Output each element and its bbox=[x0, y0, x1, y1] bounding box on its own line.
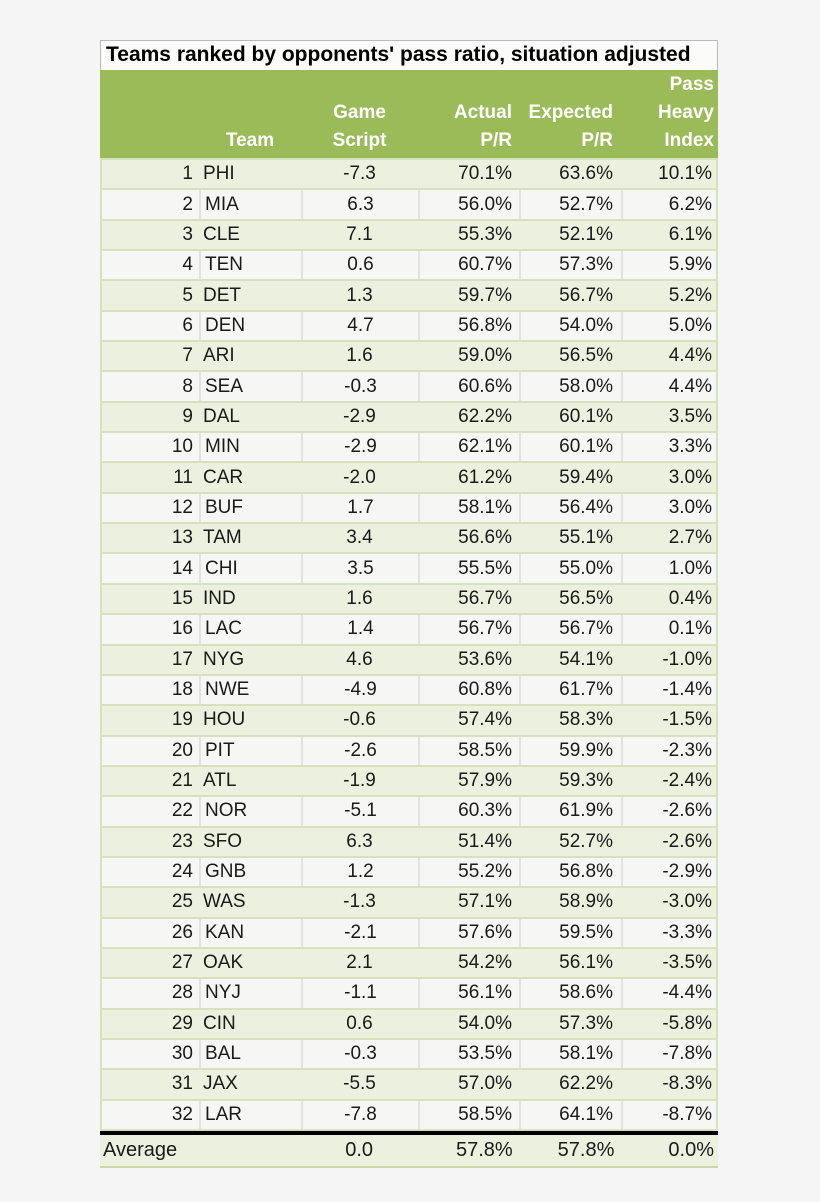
actual-pr-cell: 61.2% bbox=[458, 466, 512, 488]
expected-pr-cell: 58.0% bbox=[519, 372, 621, 400]
rank-cell: 25 bbox=[171, 891, 193, 913]
rank-cell: 3 bbox=[182, 223, 193, 245]
header-expected-pr-column bbox=[519, 70, 621, 158]
team-cell: ATL bbox=[203, 770, 237, 792]
table-row bbox=[102, 312, 716, 342]
header-index-line1: Pass bbox=[669, 74, 714, 95]
expected-pr-cell: 54.1% bbox=[559, 648, 613, 670]
table-row bbox=[102, 585, 716, 615]
rank-cell: 13 bbox=[171, 527, 193, 549]
actual-pr-cell: 56.1% bbox=[418, 979, 519, 1007]
game-script-cell: -2.1 bbox=[301, 919, 418, 947]
expected-pr-cell: 57.3% bbox=[559, 1012, 613, 1034]
game-script-cell: -1.9 bbox=[343, 770, 376, 792]
index-cell: -3.0% bbox=[662, 891, 712, 913]
rank-cell: 16 bbox=[171, 618, 193, 640]
expected-pr-cell: 64.1% bbox=[519, 1101, 621, 1129]
team-cell: DAL bbox=[203, 405, 240, 427]
index-cell: -2.6% bbox=[621, 797, 716, 825]
game-script-cell: -7.8 bbox=[301, 1101, 418, 1129]
game-script-cell: -5.1 bbox=[301, 797, 418, 825]
team-cell: OAK bbox=[203, 952, 244, 974]
table-row bbox=[102, 1040, 716, 1070]
game-script-cell: 0.6 bbox=[346, 1012, 373, 1034]
rank-cell: 10 bbox=[171, 436, 193, 458]
expected-pr-cell: 52.1% bbox=[559, 223, 613, 245]
header-game-script-column bbox=[301, 70, 418, 158]
team-cell: IND bbox=[203, 587, 236, 609]
actual-pr-cell: 62.1% bbox=[418, 433, 519, 461]
average-expected-pr: 57.8% bbox=[557, 1139, 615, 1161]
game-script-cell: 1.3 bbox=[346, 284, 373, 306]
table-row bbox=[102, 828, 716, 858]
game-script-cell: 3.4 bbox=[346, 527, 373, 549]
index-cell: 10.1% bbox=[658, 163, 712, 185]
table-row bbox=[102, 251, 716, 281]
game-script-cell: -4.9 bbox=[301, 676, 418, 704]
team-cell: HOU bbox=[203, 709, 246, 731]
actual-pr-cell: 55.2% bbox=[418, 858, 519, 886]
expected-pr-cell: 56.7% bbox=[559, 284, 613, 306]
rank-cell: 22 bbox=[171, 800, 193, 822]
actual-pr-cell: 58.5% bbox=[418, 737, 519, 765]
table-row bbox=[102, 372, 716, 402]
game-script-cell: 6.3 bbox=[346, 830, 373, 852]
table-row bbox=[102, 646, 716, 676]
expected-pr-cell: 60.1% bbox=[519, 433, 621, 461]
index-cell: -1.4% bbox=[621, 676, 716, 704]
actual-pr-cell: 54.0% bbox=[458, 1012, 512, 1034]
table-row bbox=[102, 524, 716, 554]
team-cell: PIT bbox=[199, 737, 301, 765]
team-cell: ARI bbox=[203, 345, 235, 367]
team-cell: SEA bbox=[199, 372, 301, 400]
team-cell: LAR bbox=[199, 1101, 301, 1129]
game-script-cell: 6.3 bbox=[301, 190, 418, 218]
index-cell: -3.3% bbox=[621, 919, 716, 947]
expected-pr-cell: 54.0% bbox=[519, 312, 621, 340]
expected-pr-cell: 59.4% bbox=[559, 466, 613, 488]
table-row bbox=[102, 1010, 716, 1040]
index-cell: 3.3% bbox=[621, 433, 716, 461]
expected-pr-cell: 57.3% bbox=[519, 251, 621, 279]
game-script-cell: -0.3 bbox=[301, 1040, 418, 1068]
game-script-cell: 2.1 bbox=[346, 952, 373, 974]
table-rows bbox=[100, 160, 718, 1131]
actual-pr-cell: 54.2% bbox=[458, 952, 512, 974]
expected-pr-cell: 58.6% bbox=[519, 979, 621, 1007]
expected-pr-cell: 52.7% bbox=[519, 190, 621, 218]
table-row bbox=[102, 858, 716, 888]
header-index-line3: Index bbox=[664, 130, 714, 151]
team-cell: KAN bbox=[199, 919, 301, 947]
game-script-cell: 4.7 bbox=[301, 312, 418, 340]
table-row bbox=[102, 221, 716, 251]
table-row bbox=[102, 342, 716, 372]
expected-pr-cell: 63.6% bbox=[559, 163, 613, 185]
game-script-cell: 4.6 bbox=[346, 648, 373, 670]
expected-pr-cell: 61.7% bbox=[519, 676, 621, 704]
table-row bbox=[102, 706, 716, 736]
rank-cell: 24 bbox=[171, 861, 193, 883]
index-cell: -2.9% bbox=[621, 858, 716, 886]
index-cell: -7.8% bbox=[621, 1040, 716, 1068]
rank-cell: 2 bbox=[182, 193, 193, 215]
table-row bbox=[102, 433, 716, 463]
index-cell: 4.4% bbox=[668, 345, 712, 367]
index-cell: -3.5% bbox=[662, 952, 712, 974]
index-cell: -1.5% bbox=[662, 709, 712, 731]
table-row bbox=[102, 919, 716, 949]
index-cell: 0.1% bbox=[621, 615, 716, 643]
team-cell: SFO bbox=[203, 830, 243, 852]
rank-cell: 5 bbox=[182, 284, 193, 306]
index-cell: 3.0% bbox=[668, 466, 712, 488]
actual-pr-cell: 59.7% bbox=[458, 284, 512, 306]
game-script-cell: 1.7 bbox=[301, 494, 418, 522]
team-cell: NYG bbox=[203, 648, 245, 670]
actual-pr-cell: 56.6% bbox=[458, 527, 512, 549]
table-row bbox=[102, 888, 716, 918]
team-cell: MIN bbox=[199, 433, 301, 461]
team-cell: DET bbox=[203, 284, 241, 306]
actual-pr-cell: 55.3% bbox=[458, 223, 512, 245]
index-cell: 5.2% bbox=[668, 284, 712, 306]
actual-pr-cell: 60.7% bbox=[418, 251, 519, 279]
index-cell: -2.3% bbox=[621, 737, 716, 765]
expected-pr-cell: 60.1% bbox=[559, 405, 613, 427]
game-script-cell: -0.6 bbox=[343, 709, 376, 731]
table-title: Teams ranked by opponents' pass ratio, situation adjusted bbox=[100, 40, 718, 70]
table-row bbox=[102, 160, 716, 190]
expected-pr-cell: 58.9% bbox=[559, 891, 613, 913]
game-script-cell: -7.3 bbox=[343, 163, 376, 185]
index-cell: 5.9% bbox=[621, 251, 716, 279]
team-cell: CAR bbox=[203, 466, 244, 488]
header-actual-pr-column bbox=[418, 70, 519, 158]
actual-pr-cell: 60.6% bbox=[418, 372, 519, 400]
table-row bbox=[102, 615, 716, 645]
expected-pr-cell: 56.7% bbox=[519, 615, 621, 643]
team-cell: DEN bbox=[199, 312, 301, 340]
index-cell: 0.4% bbox=[668, 587, 712, 609]
game-script-cell: 1.2 bbox=[301, 858, 418, 886]
rank-cell: 17 bbox=[171, 648, 193, 670]
index-cell: -2.4% bbox=[662, 770, 712, 792]
rank-cell: 31 bbox=[171, 1073, 193, 1095]
team-cell: PHI bbox=[203, 163, 235, 185]
team-cell: NYJ bbox=[199, 979, 301, 1007]
rank-cell: 28 bbox=[171, 982, 193, 1004]
expected-pr-cell: 61.9% bbox=[519, 797, 621, 825]
table-row bbox=[102, 281, 716, 311]
rank-cell: 1 bbox=[182, 163, 193, 185]
rank-cell: 21 bbox=[171, 770, 193, 792]
table-row bbox=[102, 463, 716, 493]
average-game-script: 0.0 bbox=[345, 1139, 374, 1161]
header-rank-column bbox=[100, 70, 199, 158]
game-script-cell: -2.6 bbox=[301, 737, 418, 765]
index-cell: 6.1% bbox=[668, 223, 712, 245]
expected-pr-cell: 59.3% bbox=[559, 770, 613, 792]
table-row bbox=[102, 767, 716, 797]
actual-pr-cell: 56.7% bbox=[418, 615, 519, 643]
actual-pr-cell: 59.0% bbox=[458, 345, 512, 367]
index-cell: -5.8% bbox=[662, 1012, 712, 1034]
rank-cell: 4 bbox=[182, 254, 193, 276]
header-pass-heavy-index-column bbox=[621, 70, 718, 158]
index-cell: -1.0% bbox=[662, 648, 712, 670]
actual-pr-cell: 53.5% bbox=[418, 1040, 519, 1068]
table-row bbox=[102, 676, 716, 706]
table-row bbox=[102, 797, 716, 827]
actual-pr-cell: 55.5% bbox=[418, 554, 519, 582]
rank-cell: 30 bbox=[171, 1043, 193, 1065]
rank-cell: 29 bbox=[171, 1012, 193, 1034]
game-script-cell: 1.4 bbox=[301, 615, 418, 643]
table-row bbox=[102, 1101, 716, 1131]
table-row bbox=[102, 494, 716, 524]
rank-cell: 23 bbox=[171, 830, 193, 852]
actual-pr-cell: 57.6% bbox=[418, 919, 519, 947]
actual-pr-cell: 60.8% bbox=[418, 676, 519, 704]
index-cell: 3.5% bbox=[668, 405, 712, 427]
index-cell: 4.4% bbox=[621, 372, 716, 400]
header-expected-line2: P/R bbox=[581, 130, 613, 151]
pass-ratio-table bbox=[100, 40, 718, 1168]
header-game-script-line2: Script bbox=[332, 130, 387, 151]
header-team-column bbox=[199, 70, 301, 158]
index-cell: -2.6% bbox=[662, 830, 712, 852]
rank-cell: 20 bbox=[171, 739, 193, 761]
team-cell: CHI bbox=[199, 554, 301, 582]
rank-cell: 15 bbox=[171, 587, 193, 609]
actual-pr-cell: 60.3% bbox=[418, 797, 519, 825]
expected-pr-cell: 56.4% bbox=[519, 494, 621, 522]
game-script-cell: 7.1 bbox=[346, 223, 373, 245]
header-actual-line1: Actual bbox=[453, 102, 512, 123]
expected-pr-cell: 62.2% bbox=[559, 1073, 613, 1095]
team-cell: CLE bbox=[203, 223, 240, 245]
header-team-label: Team bbox=[225, 130, 275, 151]
team-cell: TEN bbox=[199, 251, 301, 279]
game-script-cell: -2.0 bbox=[343, 466, 376, 488]
game-script-cell: 1.6 bbox=[346, 345, 373, 367]
expected-pr-cell: 55.1% bbox=[559, 527, 613, 549]
game-script-cell: -5.5 bbox=[343, 1073, 376, 1095]
expected-pr-cell: 56.5% bbox=[559, 345, 613, 367]
actual-pr-cell: 57.9% bbox=[458, 770, 512, 792]
average-row bbox=[100, 1131, 718, 1168]
rank-cell: 19 bbox=[171, 709, 193, 731]
expected-pr-cell: 59.9% bbox=[519, 737, 621, 765]
expected-pr-cell: 55.0% bbox=[519, 554, 621, 582]
team-cell: TAM bbox=[203, 527, 242, 549]
header-actual-line2: P/R bbox=[480, 130, 512, 151]
team-cell: NWE bbox=[199, 676, 301, 704]
game-script-cell: 0.6 bbox=[301, 251, 418, 279]
expected-pr-cell: 52.7% bbox=[559, 830, 613, 852]
team-cell: WAS bbox=[203, 891, 246, 913]
index-cell: 2.7% bbox=[668, 527, 712, 549]
rank-cell: 12 bbox=[171, 496, 193, 518]
actual-pr-cell: 53.6% bbox=[458, 648, 512, 670]
header-index-line2: Heavy bbox=[658, 102, 714, 123]
expected-pr-cell: 58.1% bbox=[519, 1040, 621, 1068]
rank-cell: 27 bbox=[171, 952, 193, 974]
header-game-script-line1: Game bbox=[333, 102, 386, 123]
index-cell: -8.7% bbox=[621, 1101, 716, 1129]
rank-cell: 26 bbox=[171, 921, 193, 943]
actual-pr-cell: 62.2% bbox=[458, 405, 512, 427]
rank-cell: 8 bbox=[182, 375, 193, 397]
header-expected-line1: Expected bbox=[528, 102, 613, 123]
average-pass-heavy-index: 0.0% bbox=[668, 1139, 714, 1161]
game-script-cell: 1.6 bbox=[346, 587, 373, 609]
table-row bbox=[102, 1070, 716, 1100]
expected-pr-cell: 56.1% bbox=[559, 952, 613, 974]
game-script-cell: 3.5 bbox=[301, 554, 418, 582]
actual-pr-cell: 57.1% bbox=[458, 891, 512, 913]
game-script-cell: -2.9 bbox=[301, 433, 418, 461]
team-cell: BAL bbox=[199, 1040, 301, 1068]
team-cell: MIA bbox=[199, 190, 301, 218]
actual-pr-cell: 56.0% bbox=[418, 190, 519, 218]
actual-pr-cell: 51.4% bbox=[458, 830, 512, 852]
game-script-cell: -0.3 bbox=[301, 372, 418, 400]
index-cell: 3.0% bbox=[621, 494, 716, 522]
actual-pr-cell: 58.5% bbox=[418, 1101, 519, 1129]
expected-pr-cell: 56.5% bbox=[559, 587, 613, 609]
game-script-cell: -2.9 bbox=[343, 405, 376, 427]
index-cell: 1.0% bbox=[621, 554, 716, 582]
game-script-cell: -1.1 bbox=[301, 979, 418, 1007]
table-header bbox=[100, 70, 718, 160]
rank-cell: 11 bbox=[173, 466, 193, 488]
actual-pr-cell: 58.1% bbox=[418, 494, 519, 522]
table-row bbox=[102, 190, 716, 220]
average-actual-pr: 57.8% bbox=[455, 1139, 513, 1161]
expected-pr-cell: 56.8% bbox=[519, 858, 621, 886]
rank-cell: 7 bbox=[182, 345, 193, 367]
actual-pr-cell: 57.0% bbox=[458, 1073, 512, 1095]
team-cell: BUF bbox=[199, 494, 301, 522]
team-cell: JAX bbox=[203, 1073, 238, 1095]
expected-pr-cell: 59.5% bbox=[519, 919, 621, 947]
table-row bbox=[102, 403, 716, 433]
expected-pr-cell: 58.3% bbox=[559, 709, 613, 731]
table-row bbox=[102, 737, 716, 767]
actual-pr-cell: 57.4% bbox=[458, 709, 512, 731]
rank-cell: 9 bbox=[182, 405, 193, 427]
table-row bbox=[102, 979, 716, 1009]
index-cell: 6.2% bbox=[621, 190, 716, 218]
team-cell: CIN bbox=[203, 1012, 236, 1034]
actual-pr-cell: 56.7% bbox=[458, 587, 512, 609]
game-script-cell: -1.3 bbox=[343, 891, 376, 913]
team-cell: GNB bbox=[199, 858, 301, 886]
rank-cell: 18 bbox=[171, 679, 193, 701]
team-cell: LAC bbox=[199, 615, 301, 643]
actual-pr-cell: 56.8% bbox=[418, 312, 519, 340]
index-cell: -4.4% bbox=[621, 979, 716, 1007]
rank-cell: 32 bbox=[171, 1103, 193, 1125]
team-cell: NOR bbox=[199, 797, 301, 825]
table-row bbox=[102, 949, 716, 979]
index-cell: 5.0% bbox=[621, 312, 716, 340]
rank-cell: 6 bbox=[182, 314, 193, 336]
average-label: Average bbox=[103, 1139, 178, 1161]
actual-pr-cell: 70.1% bbox=[458, 163, 512, 185]
table-row bbox=[102, 554, 716, 584]
rank-cell: 14 bbox=[171, 557, 193, 579]
index-cell: -8.3% bbox=[662, 1073, 712, 1095]
